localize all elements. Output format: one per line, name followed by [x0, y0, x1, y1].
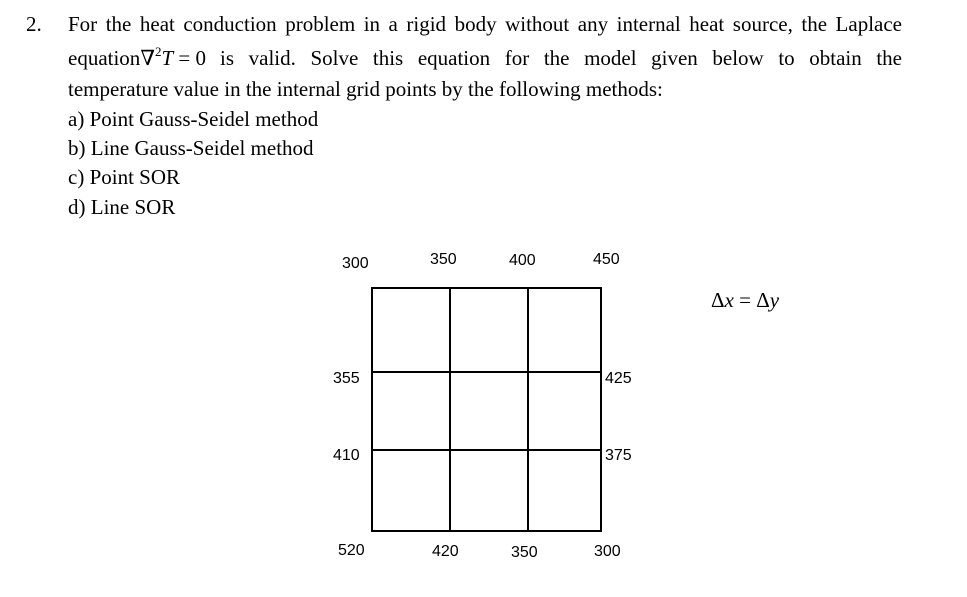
method-c: c) Point SOR: [68, 165, 181, 189]
bottom-value-2: 420: [432, 543, 459, 560]
problem-line-2-start: equation: [68, 46, 141, 70]
top-value-4: 450: [593, 251, 620, 268]
laplace-power: 2: [154, 44, 162, 59]
problem-number: 2.: [26, 12, 42, 36]
top-value-1: 300: [342, 255, 369, 272]
temperature-variable: T: [161, 46, 174, 70]
delta-x-symbol: Δ: [711, 288, 725, 312]
problem-line-1: For the heat conduction problem in a rigid body without any internal heat source, the Laplace: [68, 12, 902, 36]
grid-horizontal-line-1: [371, 371, 602, 373]
method-b: b) Line Gauss-Seidel method: [68, 136, 314, 160]
y-variable: y: [769, 288, 780, 312]
problem-line-3: temperature value in the internal grid points by the following methods:: [68, 77, 663, 101]
grid-border-left: [371, 287, 373, 532]
grid-vertical-line-2: [527, 287, 529, 532]
left-value-1: 355: [333, 370, 360, 387]
grid-border-top: [371, 287, 602, 289]
nabla-symbol: ∇: [140, 46, 155, 70]
bottom-value-1: 520: [338, 542, 365, 559]
method-d: d) Line SOR: [68, 195, 176, 219]
grid-border-right: [600, 287, 602, 532]
grid-horizontal-line-2: [371, 449, 602, 451]
laplace-equation: [140, 44, 207, 70]
right-value-1: 425: [605, 370, 632, 387]
grid-vertical-line-1: [449, 287, 451, 532]
method-a: a) Point Gauss-Seidel method: [68, 107, 319, 131]
delta-y-symbol: Δ: [756, 288, 770, 312]
left-value-2: 410: [333, 447, 360, 464]
top-value-3: 400: [509, 252, 536, 269]
x-variable: x: [724, 288, 734, 312]
equals-sign: =: [733, 288, 757, 312]
problem-line-2-end: is valid. Solve this equation for the model given below to obtain the: [220, 46, 902, 70]
top-value-2: 350: [430, 251, 457, 268]
bottom-value-4: 300: [594, 543, 621, 560]
problem-line-2: [68, 44, 902, 70]
grid-spacing-note: [711, 290, 779, 311]
equation-rhs: = 0: [173, 46, 207, 70]
bottom-value-3: 350: [511, 544, 538, 561]
grid-border-bottom: [371, 530, 602, 532]
right-value-2: 375: [605, 447, 632, 464]
